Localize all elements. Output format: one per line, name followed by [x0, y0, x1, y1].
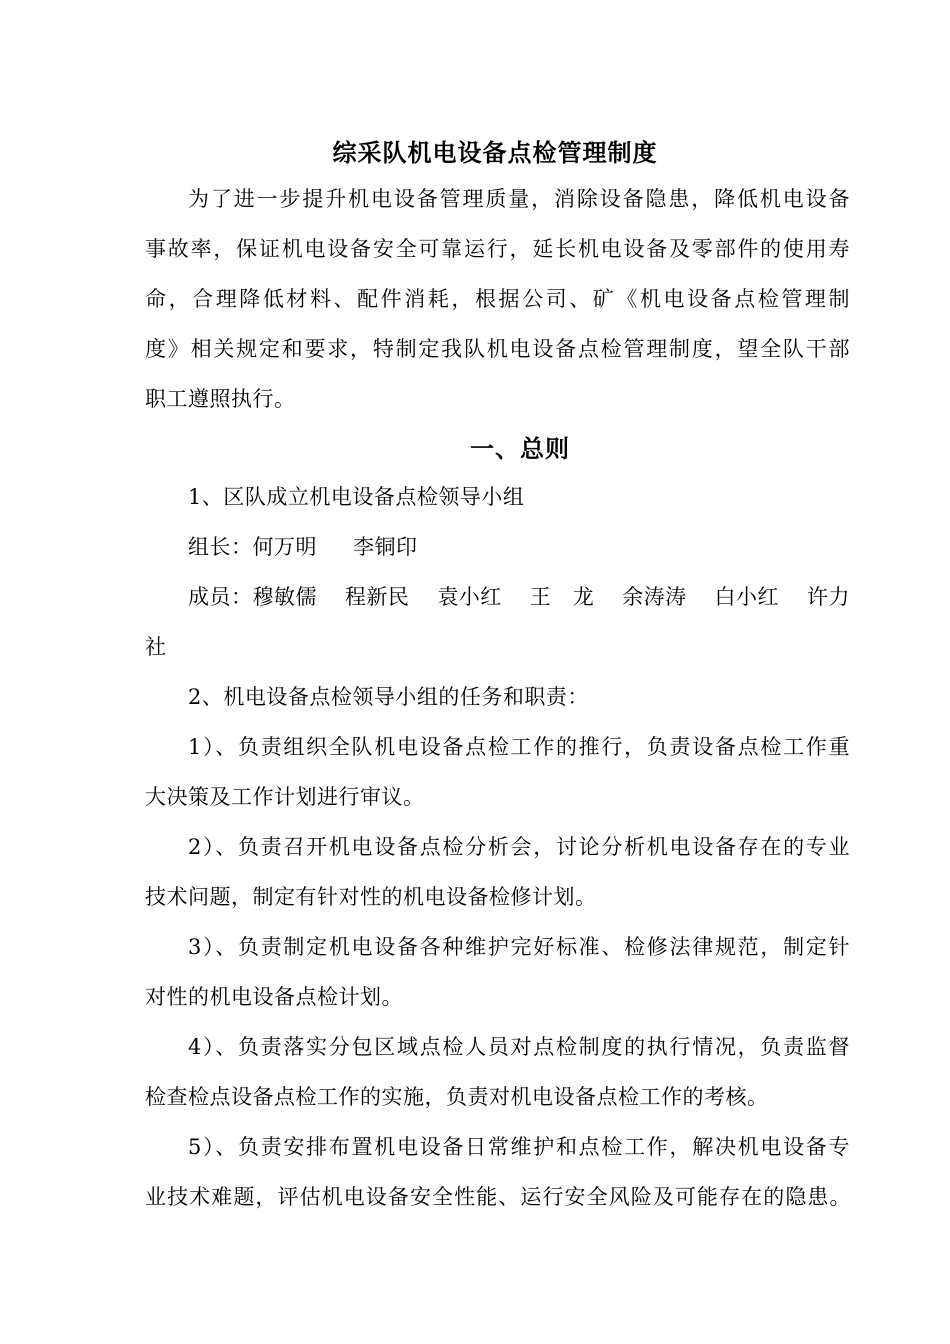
intro-line: 事故率，保证机电设备安全可靠运行，延长机电设备及零部件的使用寿 [145, 237, 850, 261]
member-name: 余涛涛 [622, 585, 687, 609]
intro-line: 为了进一步提升机电设备管理质量，消除设备隐患，降低机电设备 [188, 187, 850, 211]
duty-line: 技术问题，制定有针对性的机电设备检修计划。 [145, 885, 597, 909]
duty-line: 3）、负责制定机电设备各种维护完好标准、检修法律规范，制定针 [188, 935, 850, 959]
duty-line: 1）、负责组织全队机电设备点检工作的推行，负责设备点检工作重 [188, 735, 850, 759]
members-label: 成员： [188, 585, 253, 609]
member-name: 王 龙 [529, 585, 595, 609]
leaders-line [188, 530, 850, 564]
duty-line: 检查检点设备点检工作的实施，负责对机电设备点检工作的考核。 [145, 1085, 769, 1109]
duty-line: 4）、负责落实分包区域点检人员对点检制度的执行情况，负责监督 [188, 1035, 850, 1059]
item-heading: 1、区队成立机电设备点检领导小组 [188, 485, 525, 509]
item-heading: 2、机电设备点检领导小组的任务和职责： [188, 685, 589, 709]
member-name: 袁小红 [437, 585, 502, 609]
duty-line: 对性的机电设备点检计划。 [145, 985, 403, 1009]
document-title: 综采队机电设备点检管理制度 [332, 138, 658, 167]
intro-line: 职工遵照执行。 [145, 387, 296, 411]
section-title: 一、总则 [470, 434, 570, 463]
leader-name: 李铜印 [353, 535, 418, 559]
duty-line: 大决策及工作计划进行审议。 [145, 785, 425, 809]
intro-line: 命，合理降低材料、配件消耗，根据公司、矿《机电设备点检管理制 [145, 287, 850, 311]
leaders-label: 组长： [188, 535, 253, 559]
duty-line: 业技术难题，评估机电设备安全性能、运行安全风险及可能存在的隐患。 [145, 1185, 850, 1209]
leader-name: 何万明 [252, 535, 317, 559]
member-name: 穆敏儒 [252, 585, 317, 609]
member-name: 程新民 [344, 585, 410, 609]
members-line [188, 580, 850, 614]
members-wrap: 社 [145, 635, 167, 659]
member-name: 许力 [806, 585, 850, 609]
intro-line: 度》相关规定和要求，特制定我队机电设备点检管理制度，望全队干部 [145, 337, 850, 361]
duty-line: 5）、负责安排布置机电设备日常维护和点检工作，解决机电设备专 [188, 1135, 850, 1159]
duty-line: 2）、负责召开机电设备点检分析会，讨论分析机电设备存在的专业 [188, 835, 850, 859]
member-name: 白小红 [714, 585, 780, 609]
